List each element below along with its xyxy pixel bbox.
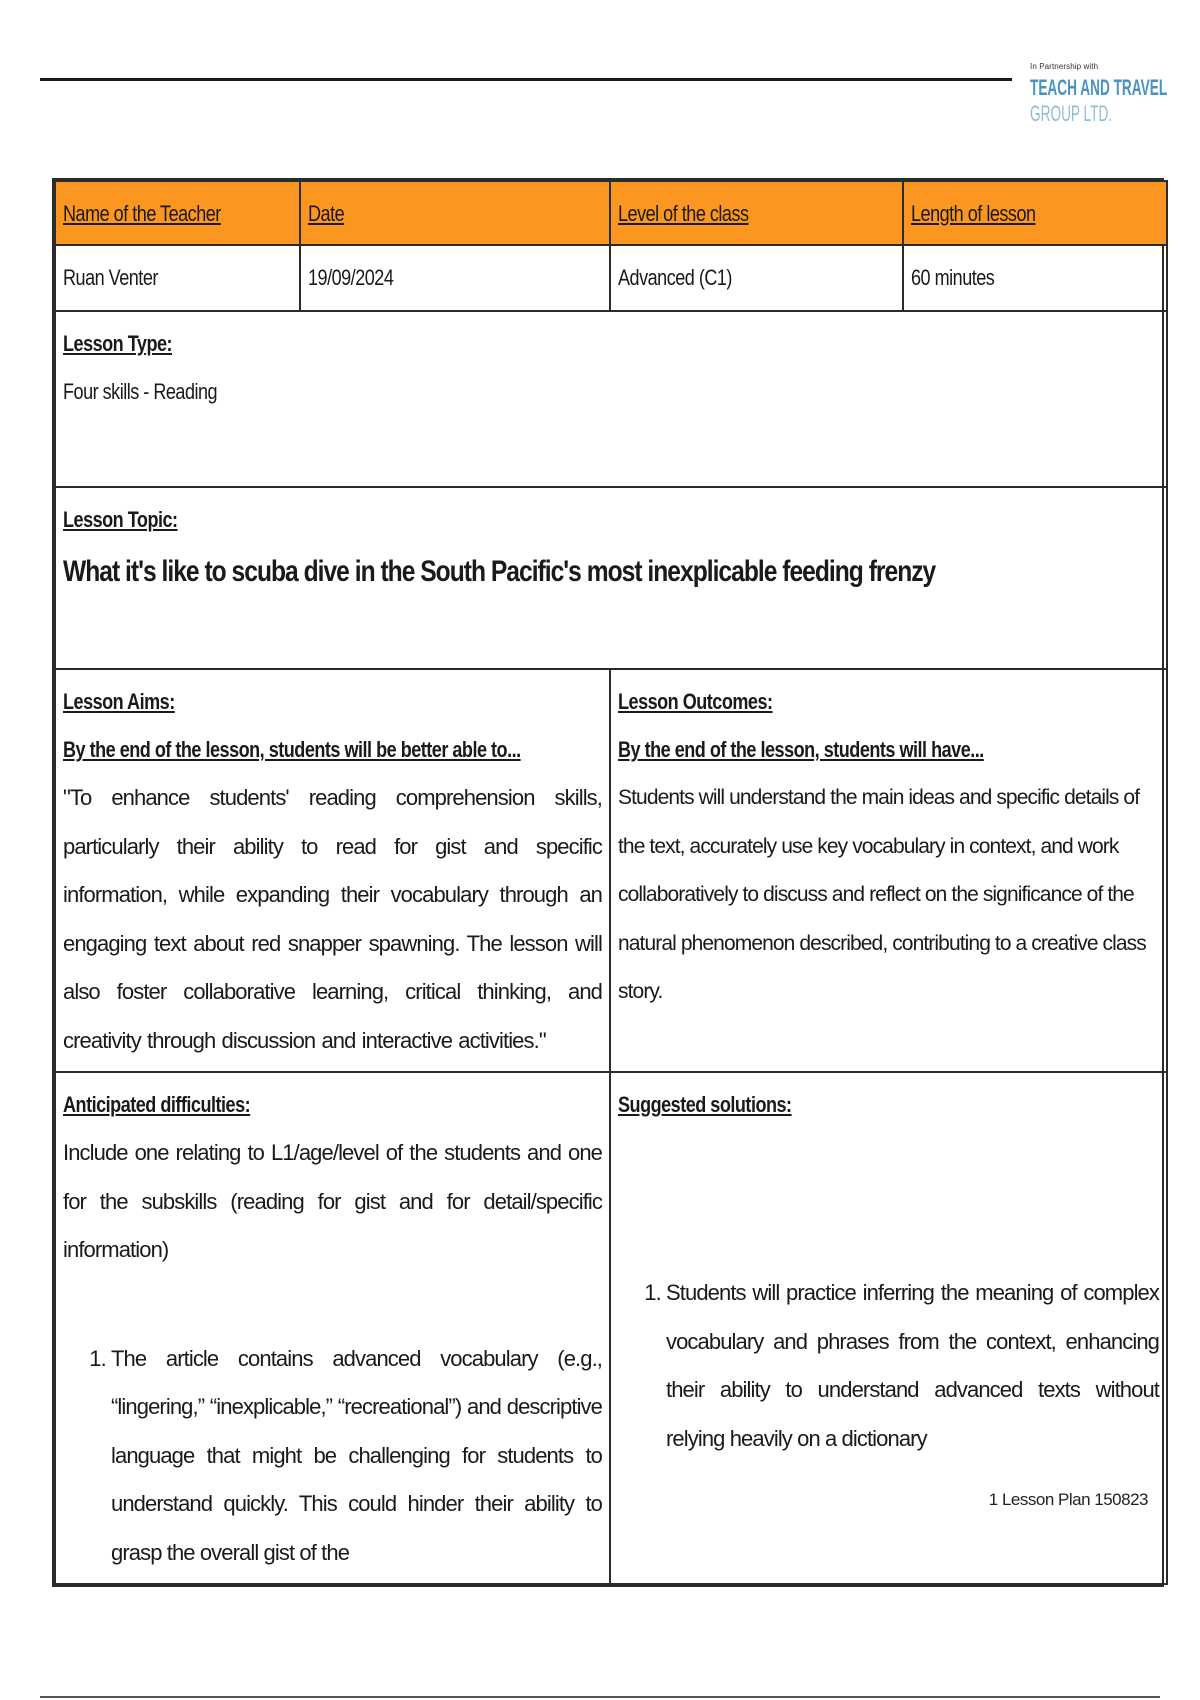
level-label-cell: [610, 181, 903, 245]
teacher-value-cell: [55, 245, 300, 311]
outcomes-subheading: By the end of the lesson, students will have...: [618, 737, 984, 762]
difficulties-label: Anticipated difficulties:: [63, 1092, 251, 1117]
outcomes-text: Students will understand the main ideas and specific details of the text, accurately use key vocabulary in context, and work collaboratively to discuss and reflect on the significance of the natural phenomenon described, contributing to a creative class story.: [618, 786, 1146, 1003]
length-value-cell: [903, 245, 1167, 311]
length-label-cell: [903, 181, 1167, 245]
list-item: 1. The article contains advanced vocabulary (e.g., “lingering,” “inexplicable,” “recreational”) and descriptive language that might be challenging for students to understand quickly. This could hinder their ability to grasp the overall gist of the: [111, 1335, 602, 1578]
info-values-row: [55, 245, 1167, 311]
level-value-cell: [610, 245, 903, 311]
date-label-cell: [300, 181, 610, 245]
lesson-topic-row: [55, 487, 1167, 669]
list-item: 1. Students will practice inferring the meaning of complex vocabulary and phrases from the context, enhancing their ability to understand advanced texts without relying heavily on a dictionary: [666, 1269, 1159, 1463]
info-header-row: [55, 181, 1167, 245]
lesson-topic-label: Lesson Topic:: [63, 507, 178, 532]
teacher-label: Name of the Teacher: [63, 201, 221, 226]
teacher-label-cell: [55, 181, 300, 245]
date-label: Date: [308, 201, 345, 226]
outcomes-label: Lesson Outcomes:: [618, 689, 773, 714]
partner-text: In Partnership with: [1030, 62, 1099, 71]
lesson-type-value: Four skills - Reading: [63, 379, 218, 404]
date-value-cell: [300, 245, 610, 311]
partner-logo: [1030, 62, 1170, 127]
page-footer-note: 1 Lesson Plan 150823: [988, 1490, 1148, 1509]
difficulties-instruction: Include one relating to L1/age/level of the students and one for the subskills (reading for gist and for detail/specific information): [63, 1140, 602, 1262]
aims-cell: [55, 669, 610, 1072]
lesson-type-label: Lesson Type:: [63, 331, 173, 356]
length-label: Length of lesson: [911, 201, 1036, 226]
footer-rule: [40, 1696, 1160, 1698]
lesson-type-row: [55, 311, 1167, 487]
solutions-label: Suggested solutions:: [618, 1092, 792, 1117]
brand-name-line1: TEACH AND TRAVEL: [1030, 75, 1168, 100]
level-value: Advanced (C1): [618, 265, 732, 290]
lesson-topic-value: What it's like to scuba dive in the South Pacific's most inexplicable feeding frenzy: [63, 555, 936, 588]
difficulties-list: [63, 1335, 602, 1578]
lesson-topic-cell: [55, 487, 1167, 669]
brand-name-line2: GROUP LTD.: [1030, 101, 1113, 126]
teacher-value: Ruan Venter: [63, 265, 158, 290]
difficulties-cell: [55, 1072, 610, 1584]
lesson-plan-form: [52, 178, 1164, 1587]
aims-outcomes-row: [55, 669, 1167, 1072]
lesson-type-cell: [55, 311, 1167, 487]
date-value: 19/09/2024: [308, 265, 394, 290]
aims-label: Lesson Aims:: [63, 689, 175, 714]
aims-text: "To enhance students' reading comprehension skills, particularly their ability to read for gist and specific information, while expanding their vocabulary through an engaging text about red snapper spawning. The lesson will also foster collaborative learning, critical thinking, and creativity through discussion and interactive activities.": [63, 785, 602, 1053]
header-rule: [40, 78, 1012, 81]
level-label: Level of the class: [618, 201, 749, 226]
outcomes-cell: [610, 669, 1167, 1072]
lesson-plan-table: [54, 180, 1168, 1585]
aims-subheading: By the end of the lesson, students will be better able to...: [63, 737, 521, 762]
length-value: 60 minutes: [911, 265, 995, 290]
solutions-list: [618, 1269, 1159, 1463]
